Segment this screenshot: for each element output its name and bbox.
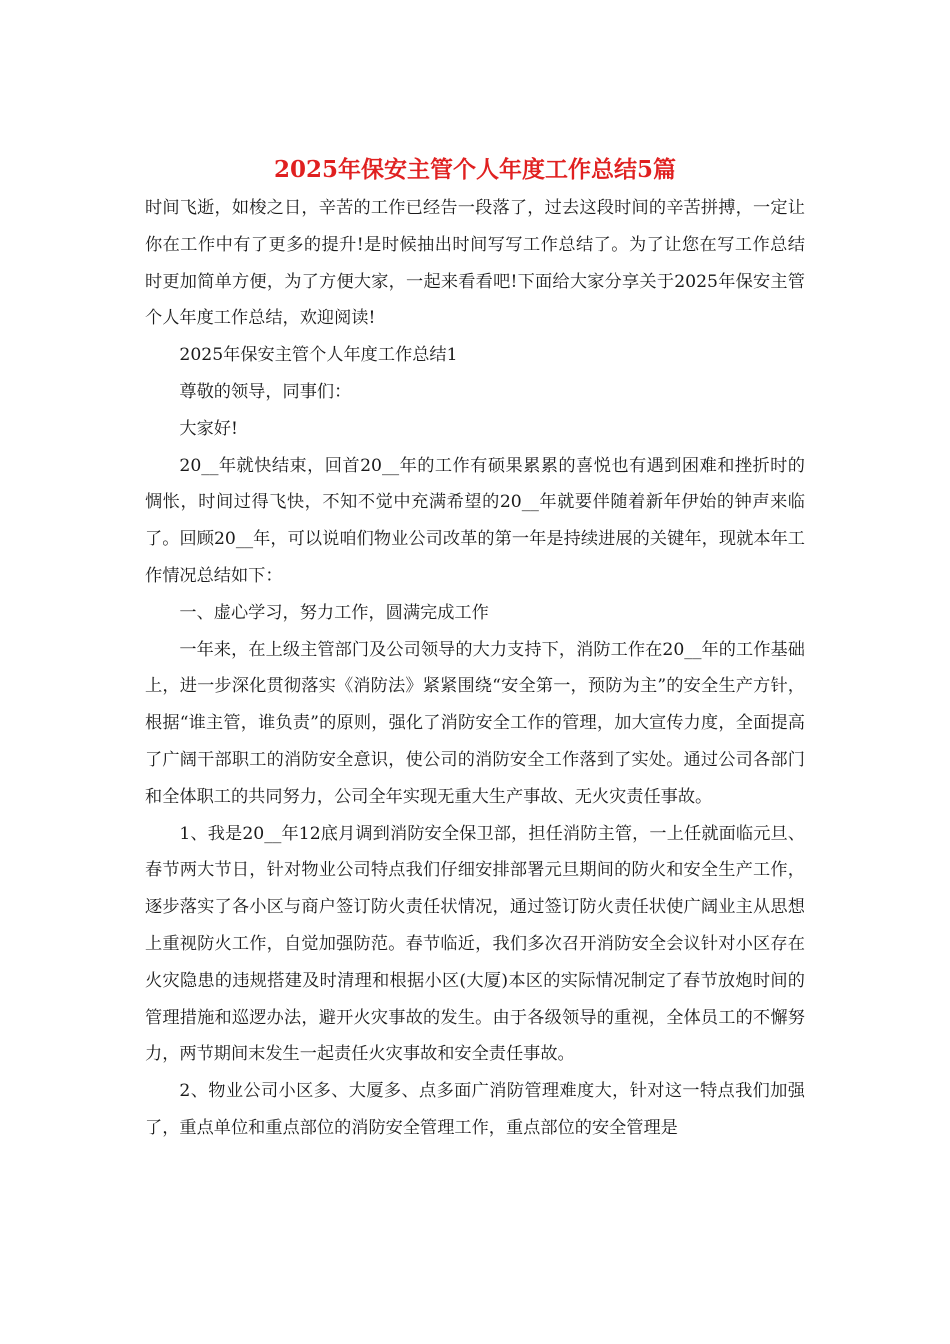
paragraph-salutation: 尊敬的领导，同事们： [179, 381, 352, 402]
paragraph-greeting: 大家好! [179, 418, 238, 439]
paragraph-fire-work: 一年来，在上级主管部门及公司领导的大力支持下，消防工作在20__年的工作基础上，进一步深化贯彻落实《消防法》紧紧围绕“安全第一，预防为主”的安全生产方针，根据“谁主管，谁负责”的原则，强化了消防安全工作的管理，加大宣传力度，全面提高了广阔干部职工的消防安全意识，使公司的消防安全工作落到了实处。通过公司各部门和全体职工的共同努力，公司全年实现无重大生产事故、无火灾责任事故。 [145, 639, 805, 807]
section-heading: 2025年保安主管个人年度工作总结1 [179, 345, 458, 366]
document-body [145, 190, 805, 1147]
document-title: 2025年保安主管个人年度工作总结5篇 [273, 156, 677, 183]
subheading-one: 一、虚心学习，努力工作，圆满完成工作 [179, 602, 489, 623]
paragraph-review: 20__年就快结束，回首20__年的工作有硕果累累的喜悦也有遇到困难和挫折时的惆怅，时间过得飞快，不知不觉中充满希望的20__年就要伴随着新年伊始的钟声来临了。回顾20__年，可以说咱们物业公司改革的第一年是持续进展的关键年，现就本年工作情况总结如下： [145, 455, 805, 586]
paragraph-item-2: 2、物业公司小区多、大厦多、点多面广消防管理难度大，针对这一特点我们加强了，重点单位和重点部位的消防安全管理工作，重点部位的安全管理是 [145, 1081, 805, 1138]
document-page [145, 150, 805, 1147]
paragraph-intro: 时间飞逝，如梭之日，辛苦的工作已经告一段落了，过去这段时间的辛苦拼搏，一定让你在工作中有了更多的提升!是时候抽出时间写写工作总结了。为了让您在写工作总结时更加简单方便，为了方便大家，一起来看看吧!下面给大家分享关于2025年保安主管个人年度工作总结，欢迎阅读! [145, 198, 805, 329]
paragraph-item-1: 1、我是20__年12底月调到消防安全保卫部，担任消防主管，一上任就面临元旦、春节两大节日，针对物业公司特点我们仔细安排部署元旦期间的防火和安全生产工作，逐步落实了各小区与商户签订防火责任状情况，通过签订防火责任状使广阔业主从思想上重视防火工作，自觉加强防范。春节临近，我们多次召开消防安全会议针对小区存在火灾隐患的违规搭建及时清理和根据小区(大厦)本区的实际情况制定了春节放炮时间的管理措施和巡逻办法，避开火灾事故的发生。由于各级领导的重视，全体员工的不懈努力，两节期间末发生一起责任火灾事故和安全责任事故。 [145, 823, 805, 1065]
